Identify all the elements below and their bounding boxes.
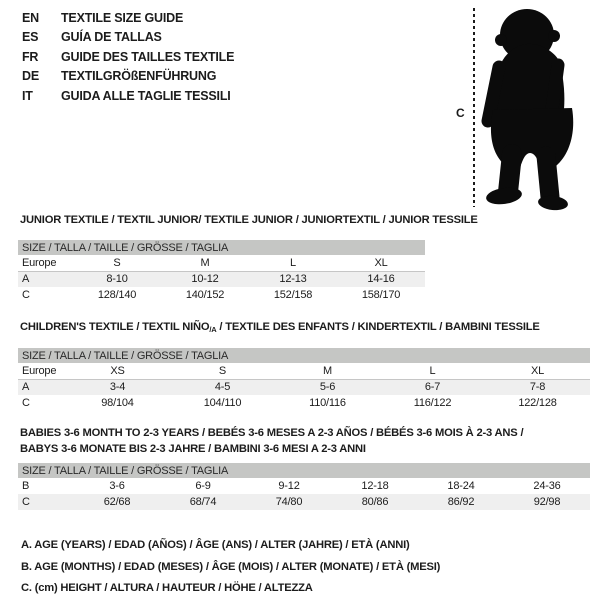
title-part: CHILDREN'S TEXTILE / TEXTIL NIÑO [20,321,210,333]
table-row [18,255,425,271]
table-cell: XL [485,363,590,379]
table-cell: 7-8 [529,381,546,394]
table-cell: 158/170 [361,289,401,301]
table-row [18,287,425,303]
table-row [18,478,590,494]
footnote-a: A. AGE (YEARS) / EDAD (AÑOS) / ÂGE (ANS) / ALTER (JAHRE) / ETÀ (ANNI) [21,539,410,551]
table-cell: 92/98 [533,496,561,508]
table-row [18,395,590,411]
table-cell: M [275,363,380,379]
junior-textile-section [18,214,478,303]
children-size-table [18,363,590,411]
table-cell: 6-9 [195,480,211,492]
babies-size-table [18,478,590,510]
table-cell: A [22,273,30,286]
junior-size-table [18,255,425,303]
table-cell: S [73,255,161,271]
table-cell: 80/86 [361,496,389,508]
lang-row-it [22,87,234,106]
baby-silhouette-image [478,4,588,212]
table-cell: 116/122 [413,397,452,409]
table-cell: M [161,255,249,271]
table-cell: 24-36 [533,480,561,492]
table-cell: 110/116 [309,397,346,409]
table-cell: 3-4 [109,381,126,394]
size-header-bar: SIZE / TALLA / TAILLE / GRÖSSE / TAGLIA [18,240,425,255]
table-cell: C [22,397,30,409]
lang-label: GUIDE DES TAILLES TEXTILE [61,49,235,64]
table-cell: 12-13 [279,273,307,286]
table-cell: 4-5 [214,381,231,394]
lang-row-en [22,9,234,28]
lang-code: FR [22,49,39,64]
table-cell: 3-6 [109,480,125,492]
table-cell: 128/140 [97,289,137,301]
table-cell: 8-10 [106,273,128,286]
table-cell: 104/110 [203,397,242,409]
babies-textile-section [18,426,590,510]
babies-table-titles [18,426,590,457]
table-cell: L [380,363,485,379]
table-cell: Europe [18,255,73,271]
table-cell: 14-16 [367,273,395,286]
table-cell: C [22,496,30,508]
table-cell: 98/104 [101,397,134,409]
title-part: / TEXTILE DES ENFANTS / KINDERTEXTIL / BAMBINI TESSILE [216,321,540,333]
size-header-bar: SIZE / TALLA / TAILLE / GRÖSSE / TAGLIA [18,348,590,363]
lang-label: TEXTILE SIZE GUIDE [61,11,184,25]
table-cell: 140/152 [185,289,225,301]
table-cell: 5-6 [319,381,336,394]
table-cell: 74/80 [275,496,303,508]
lang-label: GUIDA ALLE TAGLIE TESSILI [61,88,231,103]
footnote-c: C. (cm) HEIGHT / ALTURA / HAUTEUR / HÖHE / ALTEZZA [21,582,313,594]
table-cell: S [170,363,275,379]
table-cell: 68/74 [189,496,217,508]
footnote-b: B. AGE (MONTHS) / EDAD (MESES) / ÂGE (MOIS) / ALTER (MONATE) / ETÀ (MESI) [21,560,441,573]
junior-table-title: JUNIOR TEXTILE / TEXTIL JUNIOR/ TEXTILE JUNIOR / JUNIORTEXTIL / JUNIOR TESSILE [20,214,478,226]
table-cell: 62/68 [103,496,131,508]
lang-row-fr [22,48,234,67]
table-cell: L [249,255,337,271]
table-cell: XS [65,363,170,379]
title-subscript: /A [209,325,217,334]
children-textile-section [18,321,590,411]
table-cell: A [22,381,30,394]
table-row [18,379,590,395]
lang-code: IT [22,88,33,103]
babies-table-title-line1: BABIES 3-6 MONTH TO 2-3 YEARS / BEBÉS 3-6 MESES A 2-3 AÑOS / BÉBÉS 3-6 MOIS À 2-3 ANS / [20,427,524,439]
language-title-list [22,9,234,106]
table-cell: 122/128 [518,397,557,409]
size-header-bar: SIZE / TALLA / TAILLE / GRÖSSE / TAGLIA [18,463,590,478]
lang-label: GUÍA DE TALLAS [61,30,162,45]
table-cell: 86/92 [447,496,475,508]
table-row [18,271,425,287]
table-cell: XL [337,255,425,271]
children-table-title [20,321,590,336]
height-measure-label: C [456,106,465,120]
table-cell: C [22,289,30,301]
table-cell: 9-12 [278,480,300,492]
lang-code: EN [22,11,39,25]
table-cell: 18-24 [447,480,475,492]
footnotes [21,535,440,600]
table-cell: 6-7 [424,381,441,394]
table-row [18,363,590,379]
table-cell: Europe [18,363,65,379]
lang-row-de [22,67,234,86]
table-cell: 10-12 [191,273,219,286]
lang-row-es [22,28,234,47]
babies-table-title-line2: BABYS 3-6 MONATE BIS 2-3 JAHRE / BAMBINI 3-6 MESI A 2-3 ANNI [20,442,366,455]
height-measure-dashed-line [473,8,475,207]
table-cell: 12-18 [361,480,389,492]
table-cell: B [22,480,30,492]
lang-code: DE [22,69,39,84]
table-row [18,494,590,510]
lang-label: TEXTILGRÖßENFÜHRUNG [61,69,217,84]
lang-code: ES [22,30,39,45]
table-cell: 152/158 [273,289,313,301]
